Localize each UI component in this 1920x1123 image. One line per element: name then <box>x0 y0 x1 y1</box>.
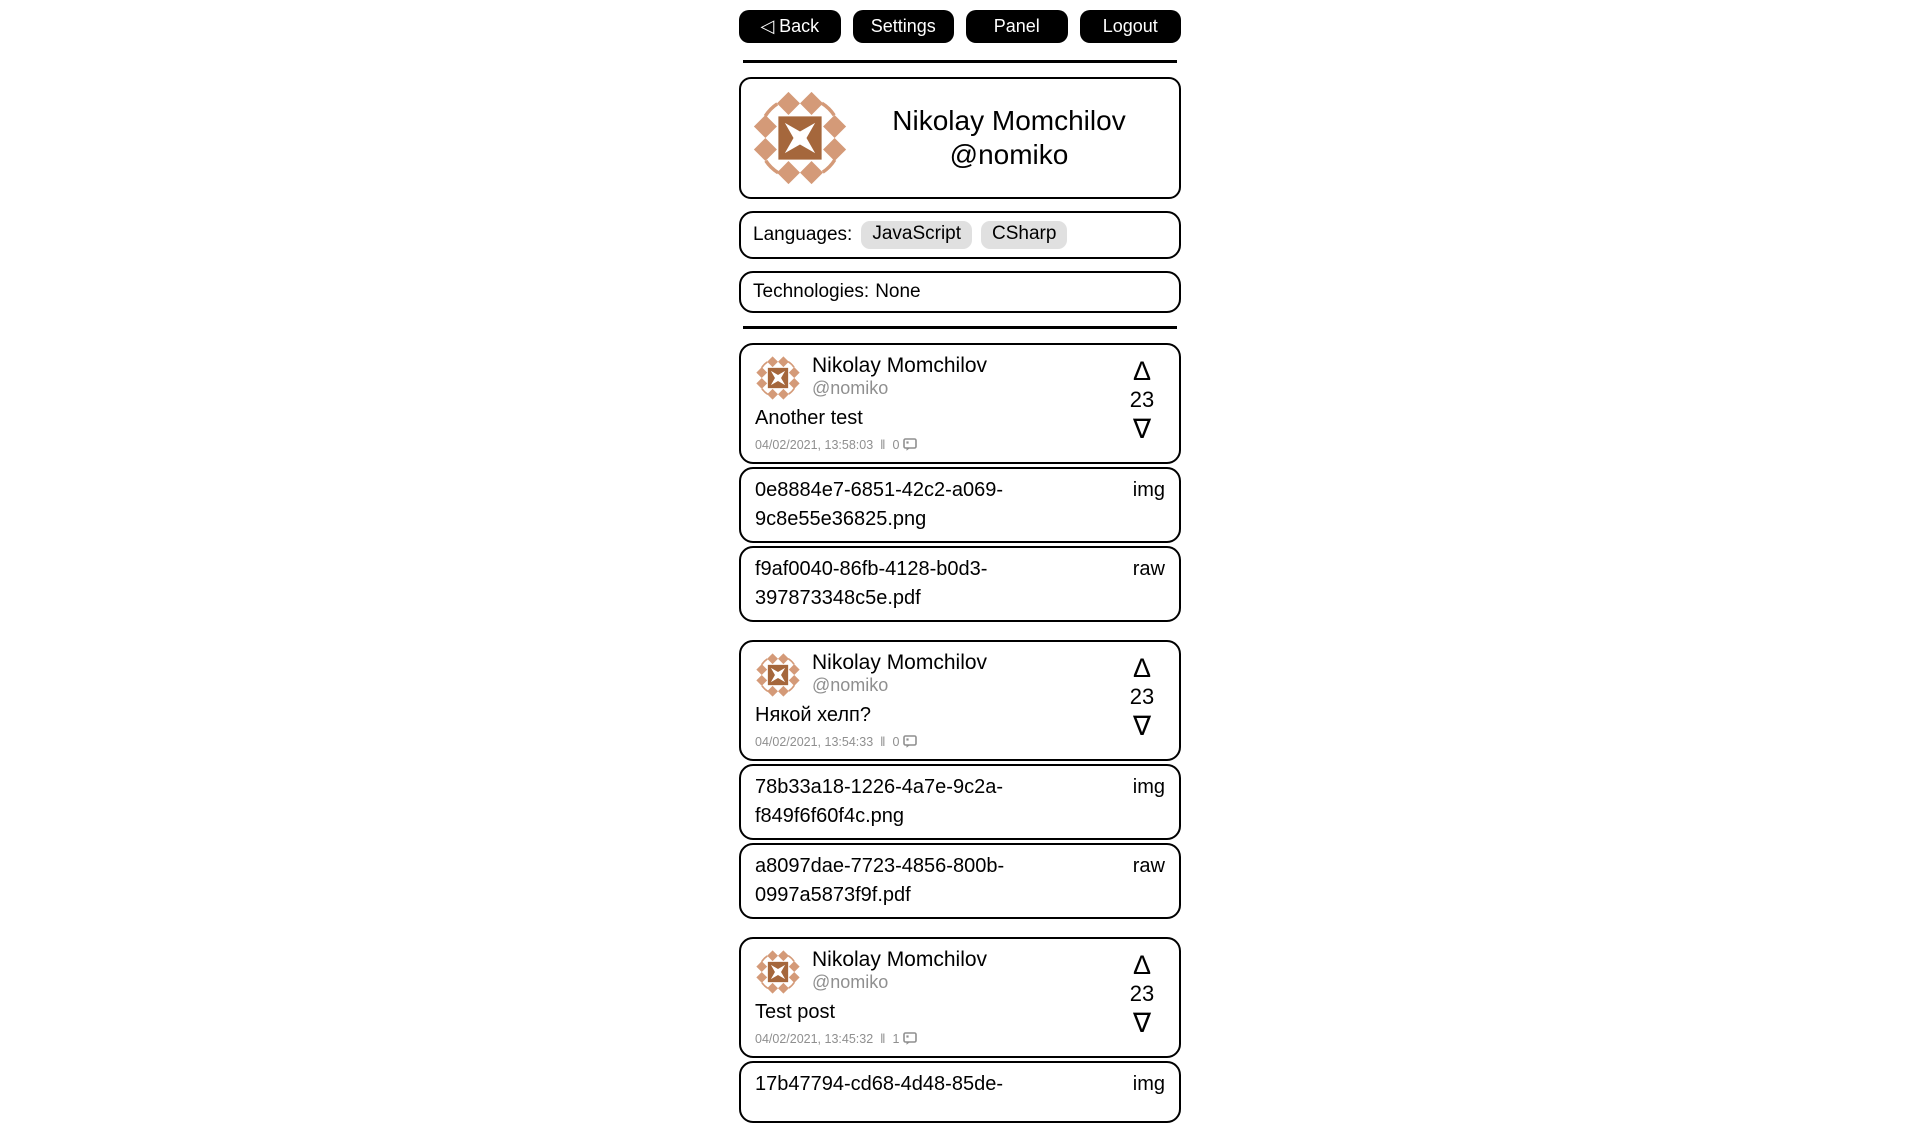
downvote-button[interactable]: ∇ <box>1132 1007 1152 1038</box>
attachment-type: img <box>1132 479 1165 501</box>
attachment-filename: 0e8884e7-6851-42c2-a069-9c8e55e36825.png <box>755 479 1003 530</box>
technologies-box <box>739 271 1181 313</box>
post-meta <box>755 437 1119 452</box>
attachment-row[interactable] <box>739 1061 1181 1123</box>
post-title: Някой хелп? <box>755 704 871 726</box>
post-meta <box>755 734 1119 749</box>
vote-column <box>1119 948 1165 1046</box>
attachment-filename: 78b33a18-1226-4a7e-9c2a-f849f6f60f4c.png <box>755 776 1003 827</box>
languages-label: Languages: <box>753 224 853 245</box>
user-avatar-icon <box>755 949 801 995</box>
meta-separator: ‖ <box>880 1031 886 1046</box>
attachment-row[interactable] <box>739 764 1181 840</box>
technologies-label: Technologies: <box>753 281 870 302</box>
user-avatar-icon <box>755 652 801 698</box>
attachment-type: img <box>1132 1073 1165 1095</box>
divider <box>743 60 1177 63</box>
attachment-type: raw <box>1132 855 1165 877</box>
user-avatar-icon <box>751 89 849 187</box>
top-navigation <box>739 0 1181 43</box>
post-timestamp: 04/02/2021, 13:58:03 <box>755 437 874 452</box>
profile-handle: @nomiko <box>949 139 1069 170</box>
attachment-row[interactable] <box>739 843 1181 919</box>
attachment-filename: a8097dae-7723-4856-800b-0997a5873f9f.pdf <box>755 855 1005 906</box>
post-group <box>739 343 1181 622</box>
logout-button[interactable]: Logout <box>1080 10 1182 43</box>
profile-name: Nikolay Momchilov <box>892 105 1126 137</box>
post-card[interactable] <box>739 343 1181 464</box>
meta-separator: ‖ <box>880 437 886 452</box>
post-card[interactable] <box>739 640 1181 761</box>
user-avatar-icon <box>755 355 801 401</box>
post-group <box>739 937 1181 1123</box>
post-meta <box>755 1031 1119 1046</box>
upvote-button[interactable]: Δ <box>1132 356 1152 386</box>
post-comment-count: 0 <box>892 734 900 749</box>
panel-button[interactable]: Panel <box>966 10 1068 43</box>
upvote-button[interactable]: Δ <box>1132 653 1152 683</box>
vote-column <box>1119 354 1165 452</box>
post-author-handle: @nomiko <box>812 972 889 993</box>
post-author-name: Nikolay Momchilov <box>812 651 988 674</box>
comment-bubble-icon <box>903 438 917 451</box>
vote-column <box>1119 651 1165 749</box>
downvote-button[interactable]: ∇ <box>1132 710 1152 741</box>
post-author-handle: @nomiko <box>812 378 889 399</box>
comment-bubble-icon <box>903 735 917 748</box>
attachment-row[interactable] <box>739 546 1181 622</box>
attachment-row[interactable] <box>739 467 1181 543</box>
post-author-row <box>755 354 1119 401</box>
comment-bubble-icon <box>903 1032 917 1045</box>
vote-count: 23 <box>1129 684 1155 710</box>
post-author-handle: @nomiko <box>812 675 889 696</box>
post-title: Test post <box>755 1001 836 1023</box>
post-comments <box>893 1032 917 1046</box>
attachment-filename: f9af0040-86fb-4128-b0d3-397873348c5e.pdf <box>755 558 988 609</box>
post-card[interactable] <box>739 937 1181 1058</box>
languages-box <box>739 211 1181 259</box>
post-main <box>755 651 1119 749</box>
post-comments <box>893 438 917 452</box>
language-tag-csharp[interactable]: CSharp <box>981 221 1067 249</box>
attachment-filename: 17b47794-cd68-4d48-85de- <box>755 1073 1003 1095</box>
posts-list <box>739 343 1181 1123</box>
back-button[interactable]: ◁ Back <box>739 10 841 43</box>
post-title: Another test <box>755 407 863 429</box>
post-author-block <box>812 948 987 995</box>
post-comments <box>893 735 917 749</box>
attachment-type: img <box>1132 776 1165 798</box>
post-comment-count: 0 <box>892 437 900 452</box>
post-main <box>755 948 1119 1046</box>
profile-card <box>739 77 1181 199</box>
profile-names <box>849 104 1169 171</box>
post-group <box>739 640 1181 919</box>
post-author-name: Nikolay Momchilov <box>812 354 988 377</box>
language-tag-javascript[interactable]: JavaScript <box>861 221 972 249</box>
downvote-button[interactable]: ∇ <box>1132 413 1152 444</box>
post-author-block <box>812 354 987 401</box>
post-timestamp: 04/02/2021, 13:54:33 <box>755 734 874 749</box>
content-column <box>739 0 1181 1123</box>
post-author-block <box>812 651 987 698</box>
vote-count: 23 <box>1129 387 1155 413</box>
settings-button[interactable]: Settings <box>853 10 955 43</box>
technologies-value: None <box>875 281 921 302</box>
attachment-type: raw <box>1132 558 1165 580</box>
upvote-button[interactable]: Δ <box>1132 950 1152 980</box>
post-author-row <box>755 948 1119 995</box>
post-author-row <box>755 651 1119 698</box>
post-author-name: Nikolay Momchilov <box>812 948 988 971</box>
vote-count: 23 <box>1129 981 1155 1007</box>
post-timestamp: 04/02/2021, 13:45:32 <box>755 1031 874 1046</box>
post-main <box>755 354 1119 452</box>
divider <box>743 326 1177 329</box>
post-comment-count: 1 <box>892 1031 900 1046</box>
meta-separator: ‖ <box>880 734 886 749</box>
